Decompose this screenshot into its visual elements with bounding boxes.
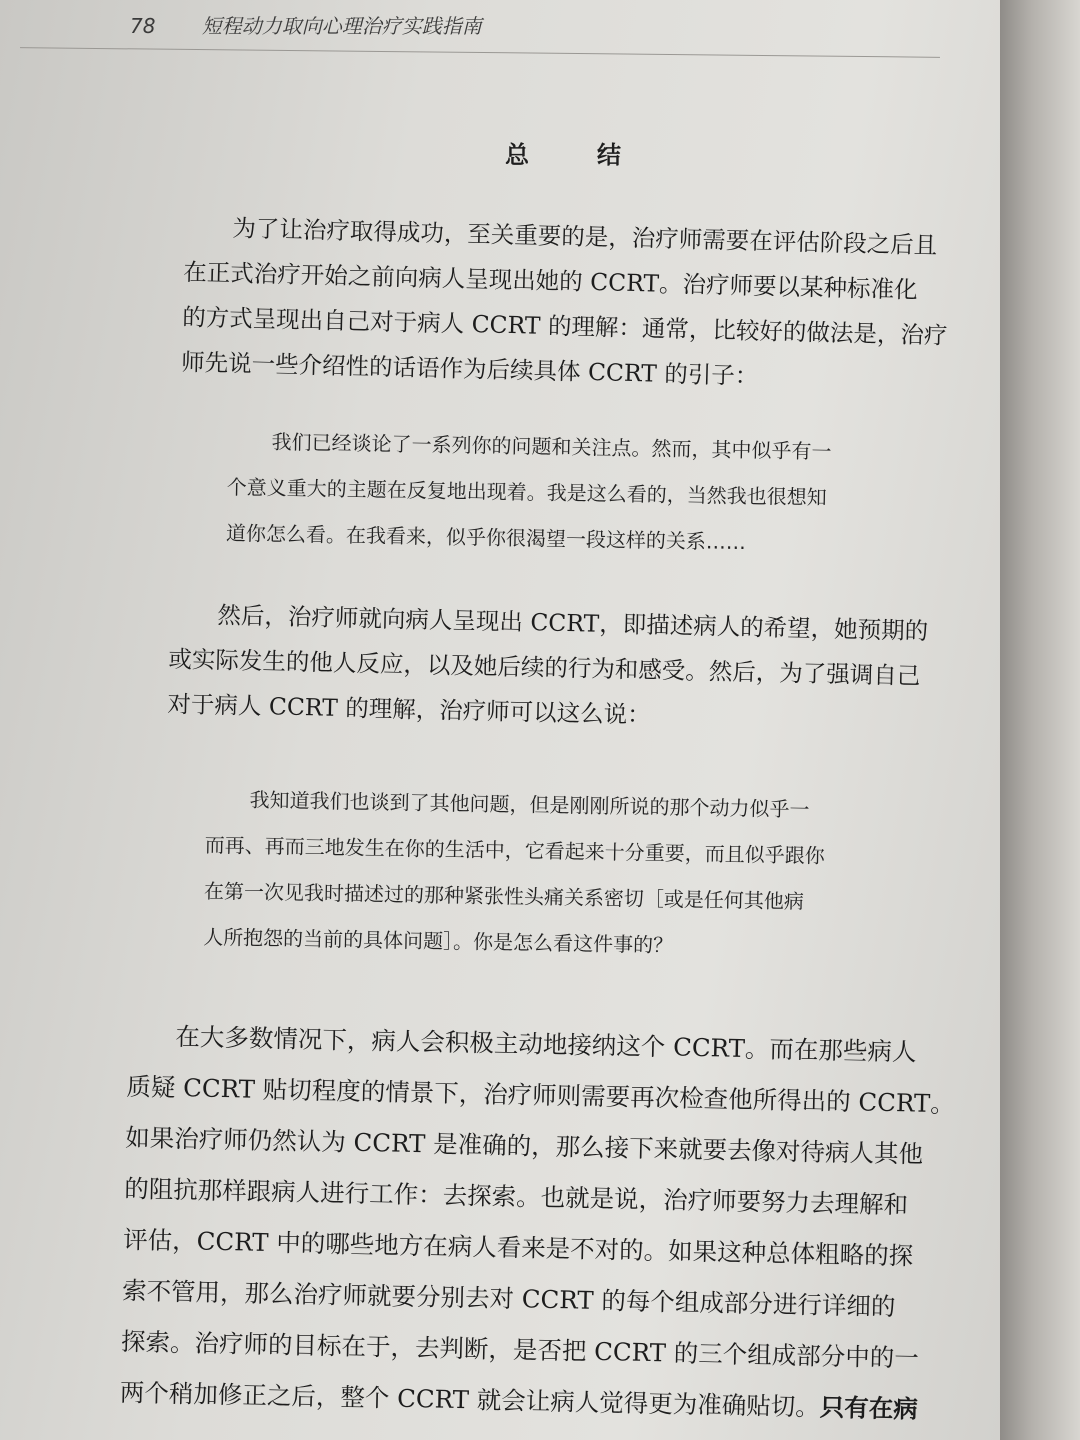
text-line: 的方式呈现出自己对于病人 CCRT 的理解：通常，比较好的做法是，治疗 [181, 302, 948, 350]
text-line: 个意义重大的主题在反复地出现着。我是这么看的，当然我也很想知 [226, 474, 827, 510]
text-line: 索不管用，那么治疗师就要分别去对 CCRT 的每个组成部分进行详细的 [121, 1275, 896, 1322]
header-rule [20, 47, 940, 58]
bold-text: 只有在病 [819, 1392, 919, 1424]
text-line: 为了让治疗取得成功，至关重要的是，治疗师需要在评估阶段之后且 [232, 214, 938, 260]
text-line: 我知道我们也谈到了其他问题，但是刚刚所说的那个动力似乎一 [249, 787, 810, 822]
book-title: 短程动力取向心理治疗实践指南 [201, 14, 482, 38]
paragraph-1 [181, 205, 951, 404]
text-line: 探索。治疗师的目标在于，去判断，是否把 CCRT 的三个组成部分中的一 [120, 1326, 920, 1373]
text-line: 师先说一些介绍性的话语作为后续具体 CCRT 的引子： [180, 347, 759, 391]
text-line: 在正式治疗开始之前向病人呈现出她的 CCRT。治疗师要以某种标准化 [183, 257, 918, 304]
paragraph-3 [119, 1010, 956, 1435]
text-line: 人所抱怨的当前的具体问题］。你是怎么看这件事的？ [202, 924, 674, 958]
text-line: 在大多数情况下，病人会积极主动地接纳这个 CCRT。而在那些病人 [175, 1022, 917, 1067]
text-line: 的阻抗那样跟病人进行工作：去探索。也就是说，治疗师要努力去理解和 [123, 1173, 909, 1220]
text-line: 如果治疗师仍然认为 CCRT 是准确的，那么接下来就要去像对待病人其他 [125, 1122, 924, 1169]
text-line: 然后，治疗师就向病人呈现出 CCRT，即描述病人的希望，她预期的 [217, 601, 929, 646]
text-line: 质疑 CCRT 贴切程度的情景下，治疗师则需要再次检查他所得出的 CCRT。 [126, 1071, 956, 1119]
section-title: 总结 [505, 141, 689, 169]
page-edge [1000, 0, 1080, 1440]
text-line: 或实际发生的他人反应，以及她后续的行为和感受。然后，为了强调自己 [168, 644, 921, 691]
page-number: 78 [130, 14, 156, 38]
text-line: 对于病人 CCRT 的理解，治疗师可以这么说： [167, 689, 652, 729]
quote-1 [226, 418, 832, 567]
text-line: 道你怎么看。在我看来，似乎你很渴望一段这样的关系…… [225, 520, 747, 555]
text-line: 我们已经谈论了一系列你的问题和关注点。然而，其中似乎有一 [271, 429, 832, 464]
text-line: 而再、再而三地发生在你的生活中，它看起来十分重要，而且似乎跟你 [204, 832, 825, 868]
paragraph-2 [167, 592, 929, 744]
quote-2 [203, 776, 826, 971]
text-line: 在第一次见我时描述过的那种紧张性头痛关系密切［或是任何其他病 [203, 878, 805, 914]
running-header [130, 10, 482, 39]
text-line: 评估，CCRT 中的哪些地方在病人看来是不对的。如果这种总体粗略的探 [122, 1224, 914, 1271]
text-line-part: 两个稍加修正之后，整个 CCRT 就会让病人觉得更为准确贴切。 [119, 1377, 821, 1422]
